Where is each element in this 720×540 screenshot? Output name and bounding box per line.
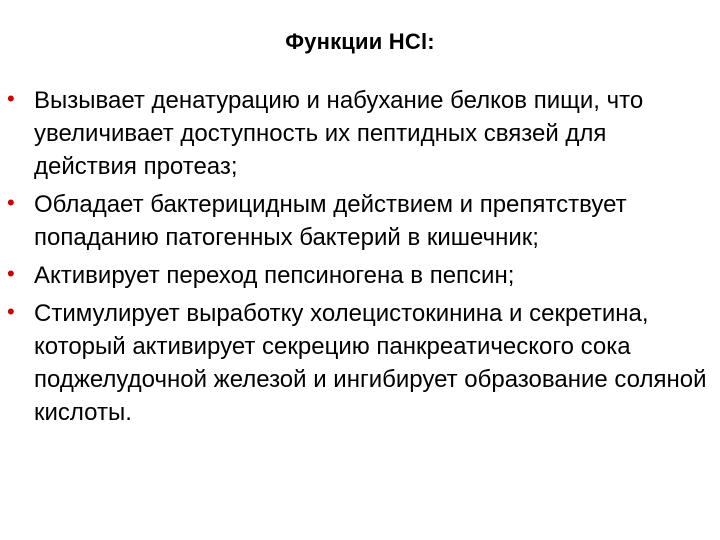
bullet-text: Стимулирует выработку холецистокинина и секретина, который активирует секрецию панкреатического сока поджелудочной железой и ингибирует образование соляной кислоты. (34, 300, 707, 426)
bullet-text: Вызывает денатурацию и набухание белков пищи, что увеличивает доступность их пептидных связей для действия протеаз; (34, 87, 644, 180)
bullet-item (0, 297, 720, 429)
bullet-dot-icon: • (7, 261, 15, 286)
bullet-text: Активирует переход пепсиногена в пепсин; (34, 262, 515, 289)
bullet-item (0, 259, 720, 292)
bullet-list (0, 84, 720, 434)
bullet-dot-icon: • (7, 86, 15, 111)
bullet-dot-icon: • (7, 190, 15, 215)
bullet-text: Обладает бактерицидным действием и препятствует попаданию патогенных бактерий в кишечник; (34, 191, 627, 251)
bullet-item (0, 84, 720, 183)
bullet-dot-icon: • (7, 299, 15, 324)
slide-title: Функции HCl: (285, 29, 435, 54)
bullet-item (0, 188, 720, 254)
